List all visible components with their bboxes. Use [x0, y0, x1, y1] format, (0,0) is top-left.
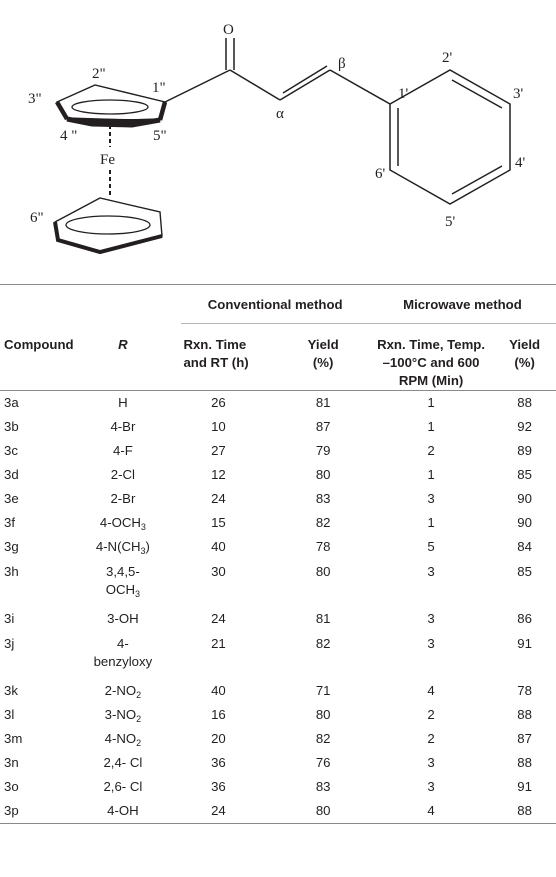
- conv-time-value: 40: [211, 683, 226, 698]
- r-text: 2-NO: [104, 683, 137, 698]
- r-subscript-2: 3: [135, 589, 141, 599]
- r-line-1: [92, 610, 153, 628]
- mw-time-cell: [369, 415, 493, 439]
- conv-yield-value: 82: [315, 731, 331, 746]
- conv-yield-cell: [291, 535, 368, 559]
- mw-time-cell: [369, 727, 493, 751]
- mw-yield-value: 88: [517, 803, 532, 818]
- conv-time-cell: [181, 511, 291, 535]
- mw-time-value: 3: [427, 611, 435, 626]
- compound-id: 3g: [4, 539, 19, 554]
- mw-time-cell: [369, 535, 493, 559]
- conv-time-value: 27: [211, 443, 226, 458]
- compound-cell: [0, 607, 92, 631]
- mw-time-value: 2: [427, 731, 435, 746]
- compound-cell: [0, 559, 92, 607]
- mw-yield-cell: [493, 487, 556, 511]
- table-row: [0, 391, 556, 416]
- r-text-2: benzyloxy: [93, 654, 153, 669]
- conv-time-column-header: Rxn. Time and RT (h): [183, 337, 249, 370]
- r-tail: ): [145, 539, 150, 554]
- table-row: [0, 703, 556, 727]
- mw-yield-cell: [493, 799, 556, 824]
- conv-yield-cell: [291, 391, 368, 416]
- conv-yield-value: 71: [315, 683, 331, 698]
- oxygen-label: O: [223, 22, 234, 38]
- conv-time-cell: [181, 751, 291, 775]
- compound-cell: [0, 463, 92, 487]
- position-5-double-prime: 5": [153, 128, 167, 144]
- r-text: 2-Br: [110, 491, 136, 506]
- mw-yield-value: 86: [517, 611, 532, 626]
- conv-yield-value: 79: [315, 443, 331, 458]
- conv-yield-value: 81: [315, 395, 331, 410]
- conv-yield-value: 80: [315, 707, 331, 722]
- conv-time-cell: [181, 799, 291, 824]
- conv-yield-cell: [291, 439, 368, 463]
- r-text: 3,4,5-: [106, 564, 140, 579]
- mw-yield-cell: [493, 511, 556, 535]
- r-line-1: [92, 730, 153, 748]
- r-line-1: [92, 778, 153, 796]
- compound-cell: [0, 487, 92, 511]
- r-cell: [92, 679, 181, 703]
- mw-yield-cell: [493, 751, 556, 775]
- compound-id: 3p: [4, 803, 19, 818]
- conv-time-cell: [181, 727, 291, 751]
- r-text: 4-: [117, 636, 129, 651]
- mw-time-value: 3: [427, 779, 435, 794]
- compound-id: 3l: [4, 707, 15, 722]
- mw-time-column-header: Rxn. Time, Temp. –100°C and 600 RPM (Min): [377, 337, 486, 388]
- mw-yield-cell: [493, 631, 556, 679]
- r-line-1: [92, 682, 153, 700]
- compound-cell: [0, 679, 92, 703]
- conv-yield-cell: [291, 487, 368, 511]
- r-text: 2-Cl: [110, 467, 135, 482]
- compound-id: 3j: [4, 636, 15, 651]
- conv-yield-value: 80: [315, 467, 331, 482]
- r-line-1: [92, 538, 153, 556]
- mw-yield-column-header: Yield (%): [509, 337, 541, 370]
- r-text: 4-NO: [104, 731, 137, 746]
- conv-yield-value: 81: [315, 611, 331, 626]
- table-row: [0, 607, 556, 631]
- mw-yield-value: 85: [517, 467, 532, 482]
- mw-time-value: 4: [427, 803, 435, 818]
- position-2-prime: 2': [442, 50, 453, 66]
- conv-time-cell: [181, 559, 291, 607]
- r-text: 4-Br: [110, 419, 136, 434]
- r-line-2: [92, 653, 153, 671]
- position-3-prime: 3': [513, 86, 524, 102]
- compound-cell: [0, 535, 92, 559]
- conv-time-value: 15: [211, 515, 226, 530]
- compound-id: 3f: [4, 515, 15, 530]
- r-cell: [92, 631, 181, 679]
- mw-time-cell: [369, 679, 493, 703]
- r-cell: [92, 799, 181, 824]
- table-row: [0, 439, 556, 463]
- ferrocenyl-chalcone-structure: [0, 0, 556, 272]
- position-6-prime: 6': [375, 166, 386, 182]
- r-line-1: [92, 466, 153, 484]
- conv-yield-value: 82: [315, 515, 331, 530]
- mw-time-value: 1: [427, 395, 435, 410]
- r-column-header: R: [118, 336, 128, 352]
- conventional-method-header: Conventional method: [181, 285, 368, 324]
- compound-id: 3h: [4, 564, 19, 579]
- r-cell: [92, 391, 181, 416]
- conv-yield-value: 83: [315, 779, 331, 794]
- conv-yield-value: 80: [315, 803, 331, 818]
- mw-yield-cell: [493, 535, 556, 559]
- table-body: [0, 391, 556, 824]
- r-line-1: [92, 754, 153, 772]
- conv-yield-cell: [291, 751, 368, 775]
- mw-yield-value: 90: [517, 515, 532, 530]
- conv-yield-column-header: Yield (%): [307, 337, 339, 370]
- conv-yield-cell: [291, 463, 368, 487]
- conv-time-value: 36: [211, 755, 226, 770]
- r-subscript: 2: [136, 690, 142, 700]
- r-cell: [92, 703, 181, 727]
- mw-yield-cell: [493, 463, 556, 487]
- conv-yield-cell: [291, 799, 368, 824]
- table-row: [0, 751, 556, 775]
- conv-time-cell: [181, 391, 291, 416]
- microwave-method-header: Microwave method: [369, 285, 556, 324]
- r-subscript: 2: [136, 714, 142, 724]
- r-subscript: 3: [140, 522, 146, 532]
- mw-yield-cell: [493, 559, 556, 607]
- compound-id: 3e: [4, 491, 19, 506]
- conv-yield-cell: [291, 775, 368, 799]
- mw-time-value: 1: [427, 419, 435, 434]
- r-text-2: OCH: [105, 582, 136, 597]
- mw-yield-value: 85: [517, 564, 532, 579]
- conv-time-value: 24: [211, 491, 226, 506]
- mw-time-value: 4: [427, 683, 435, 698]
- conv-yield-cell: [291, 607, 368, 631]
- r-line-1: [92, 442, 153, 460]
- mw-time-value: 2: [427, 443, 435, 458]
- mw-time-value: 3: [427, 636, 435, 651]
- position-1-prime: 1': [398, 86, 409, 102]
- table-row: [0, 463, 556, 487]
- conv-time-cell: [181, 607, 291, 631]
- r-cell: [92, 463, 181, 487]
- mw-time-cell: [369, 511, 493, 535]
- compound-id: 3k: [4, 683, 18, 698]
- r-line-2: [92, 581, 153, 599]
- conv-time-value: 16: [211, 707, 226, 722]
- conv-yield-cell: [291, 511, 368, 535]
- compound-cell: [0, 751, 92, 775]
- mw-time-cell: [369, 559, 493, 607]
- mw-yield-value: 91: [517, 779, 532, 794]
- mw-time-cell: [369, 487, 493, 511]
- conv-time-value: 30: [211, 564, 226, 579]
- position-1-double-prime: 1": [152, 80, 166, 96]
- mw-time-value: 1: [427, 515, 435, 530]
- compound-id: 3b: [4, 419, 19, 434]
- mw-time-value: 2: [427, 707, 435, 722]
- r-line-1: [92, 514, 153, 532]
- r-line-1: [92, 563, 153, 581]
- r-cell: [92, 487, 181, 511]
- compound-cell: [0, 775, 92, 799]
- conv-yield-value: 82: [315, 636, 331, 651]
- lower-cp-ring: [55, 198, 162, 252]
- compound-id: 3i: [4, 611, 15, 626]
- conv-yield-value: 80: [315, 564, 331, 579]
- conv-time-cell: [181, 679, 291, 703]
- conv-time-value: 12: [211, 467, 226, 482]
- compound-id: 3a: [4, 395, 19, 410]
- r-text: 4-N(CH: [95, 539, 141, 554]
- mw-time-cell: [369, 439, 493, 463]
- position-4-prime: 4': [515, 155, 526, 171]
- compound-cell: [0, 391, 92, 416]
- r-cell: [92, 439, 181, 463]
- mw-time-value: 5: [427, 539, 435, 554]
- compound-id: 3c: [4, 443, 18, 458]
- table-row: [0, 775, 556, 799]
- r-text: 2,4- Cl: [103, 755, 143, 770]
- conv-yield-value: 83: [315, 491, 331, 506]
- r-cell: [92, 559, 181, 607]
- compound-id: 3m: [4, 731, 23, 746]
- table-row: [0, 487, 556, 511]
- conv-yield-cell: [291, 703, 368, 727]
- r-line-1: [92, 490, 153, 508]
- r-cell: [92, 607, 181, 631]
- r-cell: [92, 751, 181, 775]
- compound-cell: [0, 727, 92, 751]
- conv-yield-value: 87: [315, 419, 331, 434]
- mw-time-cell: [369, 391, 493, 416]
- conv-yield-cell: [291, 727, 368, 751]
- mw-time-value: 3: [427, 564, 435, 579]
- conv-time-cell: [181, 535, 291, 559]
- conv-time-cell: [181, 775, 291, 799]
- conv-yield-value: 78: [315, 539, 331, 554]
- table-row: [0, 679, 556, 703]
- compound-cell: [0, 511, 92, 535]
- r-cell: [92, 511, 181, 535]
- conv-yield-cell: [291, 631, 368, 679]
- conv-time-value: 26: [211, 395, 226, 410]
- r-text: 3-NO: [104, 707, 137, 722]
- table-row: [0, 631, 556, 679]
- mw-yield-value: 91: [517, 636, 532, 651]
- position-6-double-prime: 6": [30, 210, 44, 226]
- conv-time-cell: [181, 703, 291, 727]
- mw-yield-cell: [493, 679, 556, 703]
- position-4-double-prime: 4 ": [60, 128, 78, 144]
- r-text: 2,6- Cl: [103, 779, 143, 794]
- mw-yield-value: 87: [517, 731, 532, 746]
- r-line-1: [92, 706, 153, 724]
- mw-time-cell: [369, 799, 493, 824]
- mw-yield-cell: [493, 703, 556, 727]
- table-row: [0, 727, 556, 751]
- mw-time-cell: [369, 631, 493, 679]
- conv-time-value: 36: [211, 779, 226, 794]
- conv-yield-cell: [291, 415, 368, 439]
- mw-yield-cell: [493, 727, 556, 751]
- table-row: [0, 511, 556, 535]
- mw-time-value: 1: [427, 467, 435, 482]
- mw-yield-value: 84: [517, 539, 532, 554]
- conv-yield-cell: [291, 559, 368, 607]
- mw-yield-cell: [493, 415, 556, 439]
- mw-time-cell: [369, 463, 493, 487]
- r-text: 4-OCH: [99, 515, 141, 530]
- conv-time-cell: [181, 415, 291, 439]
- iron-label: Fe: [100, 152, 115, 168]
- compound-id: 3n: [4, 755, 19, 770]
- r-subscript: 3: [140, 546, 146, 556]
- mw-yield-value: 90: [517, 491, 532, 506]
- conv-time-value: 24: [211, 803, 226, 818]
- mw-yield-cell: [493, 607, 556, 631]
- mw-yield-value: 88: [517, 707, 532, 722]
- r-text: H: [118, 395, 128, 410]
- mw-yield-value: 88: [517, 755, 532, 770]
- compound-cell: [0, 703, 92, 727]
- r-line-1: [92, 418, 153, 436]
- compound-cell: [0, 439, 92, 463]
- conv-time-cell: [181, 631, 291, 679]
- conv-time-value: 24: [211, 611, 226, 626]
- mw-yield-cell: [493, 775, 556, 799]
- alpha-label: α: [276, 106, 284, 122]
- table-row: [0, 535, 556, 559]
- enone-chain: [165, 38, 390, 104]
- mw-yield-cell: [493, 391, 556, 416]
- conv-time-cell: [181, 487, 291, 511]
- conv-time-value: 21: [211, 636, 226, 651]
- conv-yield-cell: [291, 679, 368, 703]
- conv-time-value: 40: [211, 539, 226, 554]
- upper-cp-ring: [57, 85, 165, 125]
- conv-time-cell: [181, 439, 291, 463]
- r-line-1: [92, 394, 153, 412]
- r-subscript: 2: [136, 738, 142, 748]
- r-line-1: [92, 802, 153, 820]
- conv-yield-value: 76: [315, 755, 331, 770]
- mw-time-cell: [369, 607, 493, 631]
- conv-time-value: 10: [211, 419, 226, 434]
- r-text: 4-OH: [107, 803, 139, 818]
- r-text: 3-OH: [107, 611, 139, 626]
- mw-time-cell: [369, 775, 493, 799]
- beta-label: β: [338, 56, 346, 72]
- compound-column-header: Compound: [4, 336, 74, 352]
- compound-id: 3o: [4, 779, 19, 794]
- mw-yield-value: 89: [517, 443, 532, 458]
- mw-yield-cell: [493, 439, 556, 463]
- mw-time-value: 3: [427, 755, 435, 770]
- position-2-double-prime: 2": [92, 66, 106, 82]
- r-cell: [92, 775, 181, 799]
- compound-cell: [0, 631, 92, 679]
- r-cell: [92, 535, 181, 559]
- mw-yield-value: 92: [517, 419, 532, 434]
- r-cell: [92, 727, 181, 751]
- mw-time-cell: [369, 703, 493, 727]
- mw-yield-value: 88: [517, 395, 532, 410]
- r-cell: [92, 415, 181, 439]
- mw-time-value: 3: [427, 491, 435, 506]
- compound-cell: [0, 415, 92, 439]
- position-5-prime: 5': [445, 214, 456, 230]
- r-line-1: [92, 635, 153, 653]
- r-text: 4-F: [113, 443, 133, 458]
- conv-time-value: 20: [211, 731, 226, 746]
- table-row: [0, 415, 556, 439]
- conv-time-cell: [181, 463, 291, 487]
- mw-time-cell: [369, 751, 493, 775]
- table-row: [0, 559, 556, 607]
- position-3-double-prime: 3": [28, 91, 42, 107]
- mw-yield-value: 78: [517, 683, 532, 698]
- compound-cell: [0, 799, 92, 824]
- compound-id: 3d: [4, 467, 19, 482]
- table-row: [0, 799, 556, 824]
- reaction-comparison-table: [0, 284, 556, 824]
